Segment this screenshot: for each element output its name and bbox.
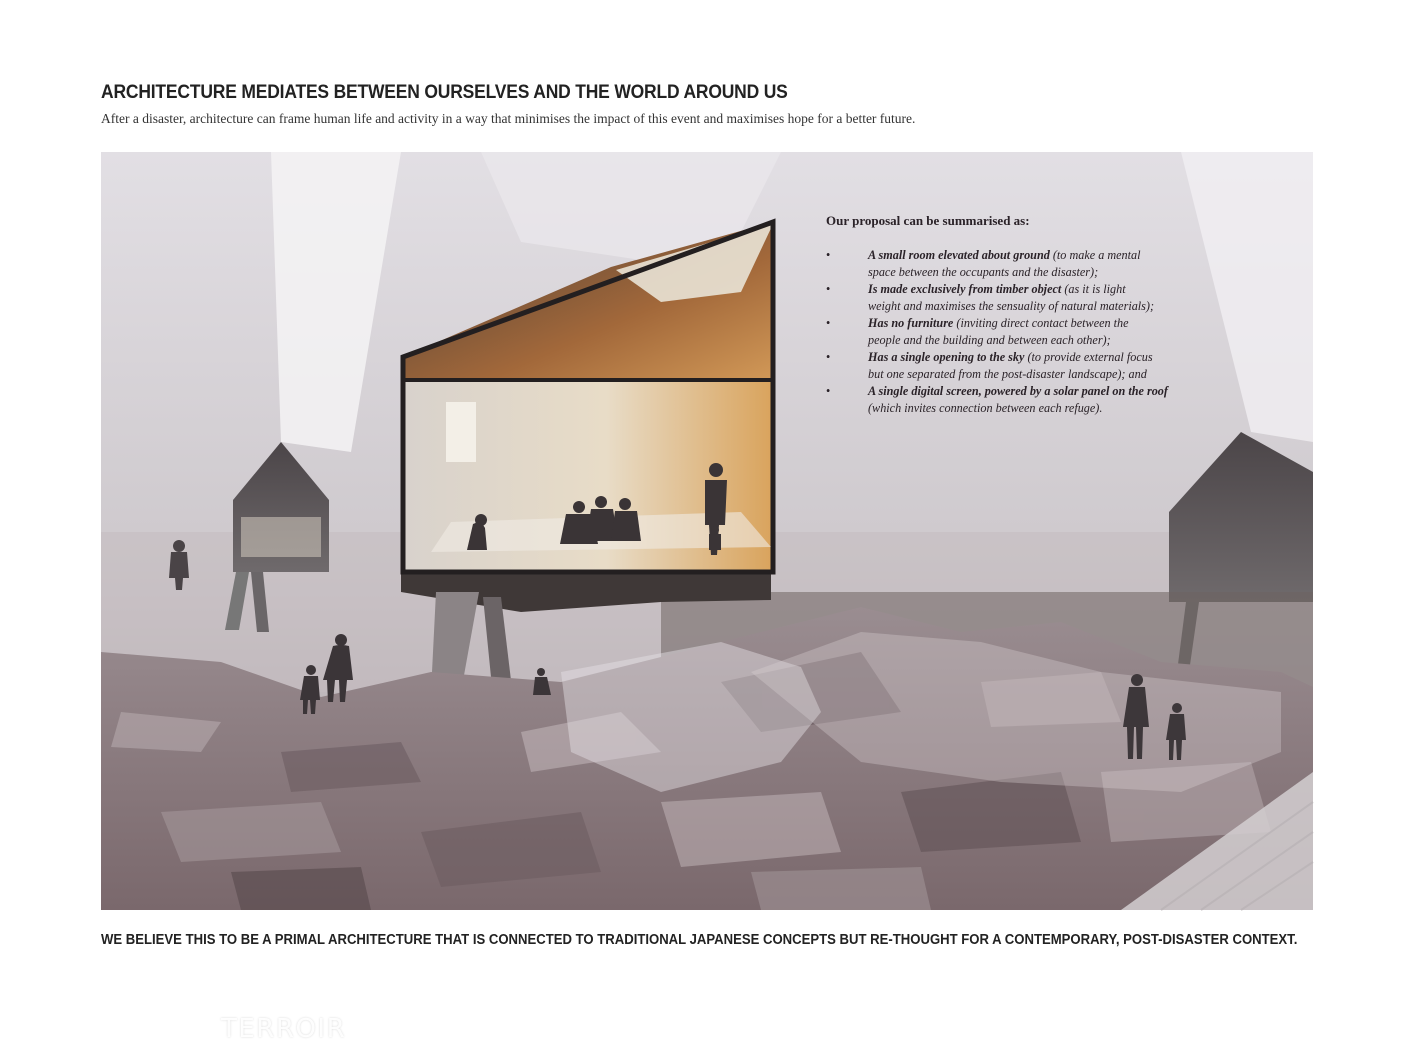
- proposal-item-strong: A small room elevated about ground: [868, 248, 1050, 262]
- proposal-list: [826, 247, 1256, 417]
- closing-statement: WE BELIEVE THIS TO BE A PRIMAL ARCHITECTURE THAT IS CONNECTED TO TRADITIONAL JAPANESE CONCEPTS BUT RE-THOUGHT FOR A CONTEMPORARY, POST-DISASTER CONTEXT.: [101, 932, 1298, 948]
- proposal-summary: [826, 213, 1256, 417]
- proposal-item-strong: Has a single opening to the sky: [868, 350, 1025, 364]
- bullet-glyph: •: [826, 282, 831, 296]
- proposal-item: [826, 349, 1256, 383]
- proposal-item: [826, 247, 1256, 281]
- proposal-item: [826, 281, 1256, 315]
- proposal-item-strong: A single digital screen, powered by a solar panel on the roof: [868, 384, 1168, 398]
- proposal-item-text: (inviting direct contact between the: [953, 316, 1129, 330]
- proposal-item: [826, 383, 1256, 417]
- proposal-item-text: (to provide external focus: [1024, 350, 1153, 364]
- proposal-item-text: people and the building and between each other);: [868, 333, 1111, 347]
- proposal-item-strong: Has no furniture: [868, 316, 954, 330]
- proposal-heading: Our proposal can be summarised as:: [826, 213, 1030, 228]
- proposal-item-text: weight and maximises the sensuality of natural materials);: [868, 299, 1155, 313]
- proposal-item: [826, 315, 1256, 349]
- bullet-glyph: •: [826, 384, 831, 398]
- proposal-item-text: (which invites connection between each refuge).: [868, 401, 1103, 415]
- proposal-item-text: (as it is light: [1061, 282, 1126, 296]
- bullet-glyph: •: [826, 316, 831, 330]
- proposal-item-text: but one separated from the post-disaster landscape); and: [868, 367, 1147, 381]
- bullet-glyph: •: [826, 248, 831, 262]
- proposal-item-text: space between the occupants and the disaster);: [868, 265, 1099, 279]
- digital-screen: [446, 402, 476, 462]
- bullet-glyph: •: [826, 350, 831, 364]
- terroir-logo: TERROIR: [221, 1014, 347, 1044]
- hut-window-glow: [241, 517, 321, 557]
- proposal-item-text: (to make a mental: [1049, 248, 1141, 262]
- page-subtitle: After a disaster, architecture can frame human life and activity in a way that minimises the impact of this event and maximises hope for a better future.: [101, 111, 916, 126]
- proposal-item-strong: Is made exclusively from timber object: [868, 282, 1062, 296]
- page-title: ARCHITECTURE MEDIATES BETWEEN OURSELVES AND THE WORLD AROUND US: [101, 82, 788, 103]
